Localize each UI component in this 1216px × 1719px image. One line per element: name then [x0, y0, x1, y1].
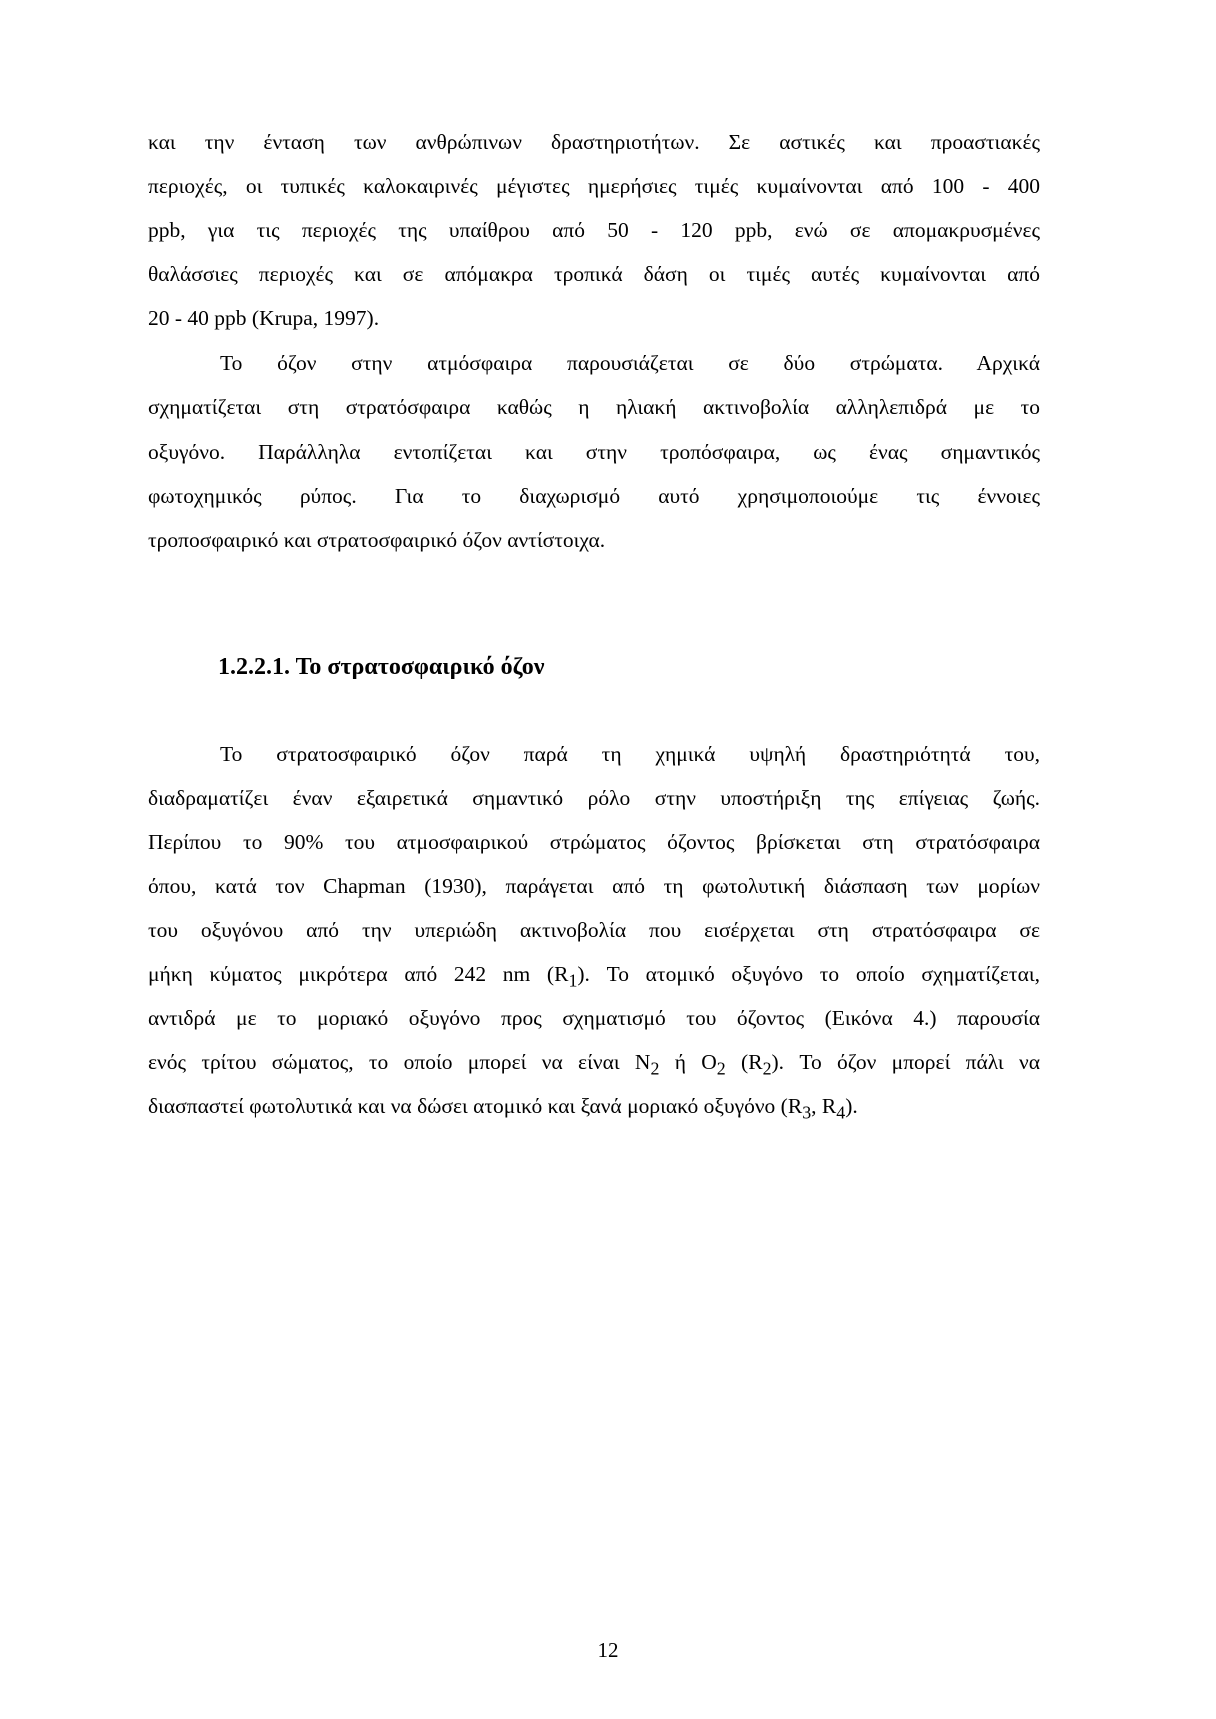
line-6-text-b: ). Το ατομικό οξυγόνο το οποίο σχηματίζεται, — [577, 962, 1040, 986]
page-number: 12 — [597, 1638, 619, 1662]
line-8-text-d: ). Το όζον μπορεί πάλι να — [771, 1050, 1041, 1074]
paragraph-1-line-2: περιοχές, οι τυπικές καλοκαιρινές μέγιστες ημερήσιες τιμές κυμαίνονται από 100 - 400 — [148, 174, 1040, 198]
paragraph-1-line-5: 20 - 40 ppb (Krupa, 1997). — [148, 306, 380, 330]
line-9-text-b: , R — [811, 1094, 837, 1118]
paragraph-3-line-2: διαδραματίζει έναν εξαιρετικά σημαντικό ρόλο στην υποστήριξη της επίγειας ζωής. — [148, 786, 1040, 810]
paragraph-3-line-7: αντιδρά με το μοριακό οξυγόνο προς σχηματισμό του όζοντος (Εικόνα 4.) παρουσία — [148, 1006, 1040, 1030]
paragraph-2-line-4: φωτοχημικός ρύπος. Για το διαχωρισμό αυτό χρησιμοποιούμε τις έννοιες — [148, 484, 1040, 508]
line-8-text-b: ή O — [659, 1050, 717, 1074]
subscript: 2 — [716, 1058, 726, 1079]
paragraph-1-line-4: θαλάσσιες περιοχές και σε απόμακρα τροπικά δάση οι τιμές αυτές κυμαίνονται από — [148, 262, 1040, 286]
subscript: 1 — [568, 970, 578, 991]
line-9-text-a: διασπαστεί φωτολυτικά και να δώσει ατομικό και ξανά μοριακό οξυγόνο (R — [148, 1094, 803, 1118]
subscript: 4 — [836, 1102, 846, 1123]
paragraph-2-line-1: Το όζον στην ατμόσφαιρα παρουσιάζεται σε δύο στρώματα. Αρχικά — [220, 351, 1040, 375]
section-heading: 1.2.2.1. Το στρατοσφαιρικό όζον — [218, 654, 545, 680]
paragraph-3-line-3: Περίπου το 90% του ατμοσφαιρικού στρώματος όζοντος βρίσκεται στη στρατόσφαιρα — [148, 830, 1040, 854]
subscript: 3 — [802, 1102, 812, 1123]
paragraph-2-line-3: οξυγόνο. Παράλληλα εντοπίζεται και στην τροπόσφαιρα, ως ένας σημαντικός — [148, 440, 1040, 464]
paragraph-3-line-5: του οξυγόνου από την υπεριώδη ακτινοβολία που εισέρχεται στη στρατόσφαιρα σε — [148, 918, 1040, 942]
paragraph-1-line-1: και την ένταση των ανθρώπινων δραστηριοτήτων. Σε αστικές και προαστιακές — [148, 130, 1040, 154]
paragraph-3-line-1: Το στρατοσφαιρικό όζον παρά τη χημικά υψηλή δραστηριότητά του, — [220, 742, 1040, 766]
line-8-text-a: ενός τρίτου σώματος, το οποίο μπορεί να είναι N — [148, 1050, 651, 1074]
paragraph-1-line-3: ppb, για τις περιοχές της υπαίθρου από 50 - 120 ppb, ενώ σε απομακρυσμένες — [148, 218, 1040, 242]
line-9-text-c: ). — [845, 1094, 858, 1118]
line-8-text-c: (R — [725, 1050, 763, 1074]
paragraph-3-line-8 — [148, 1048, 1040, 1082]
subscript: 2 — [762, 1058, 772, 1079]
paragraph-3-line-6 — [148, 960, 1040, 994]
line-6-text-a: μήκη κύματος μικρότερα από 242 nm (R — [148, 962, 569, 986]
paragraph-3-line-4: όπου, κατά τον Chapman (1930), παράγεται από τη φωτολυτική διάσπαση των μορίων — [148, 874, 1040, 898]
subscript: 2 — [650, 1058, 660, 1079]
paragraph-2-line-2: σχηματίζεται στη στρατόσφαιρα καθώς η ηλιακή ακτινοβολία αλληλεπιδρά με το — [148, 395, 1040, 419]
paragraph-2-line-5: τροποσφαιρικό και στρατοσφαιρικό όζον αντίστοιχα. — [148, 528, 606, 552]
paragraph-3-line-9 — [148, 1092, 1040, 1126]
